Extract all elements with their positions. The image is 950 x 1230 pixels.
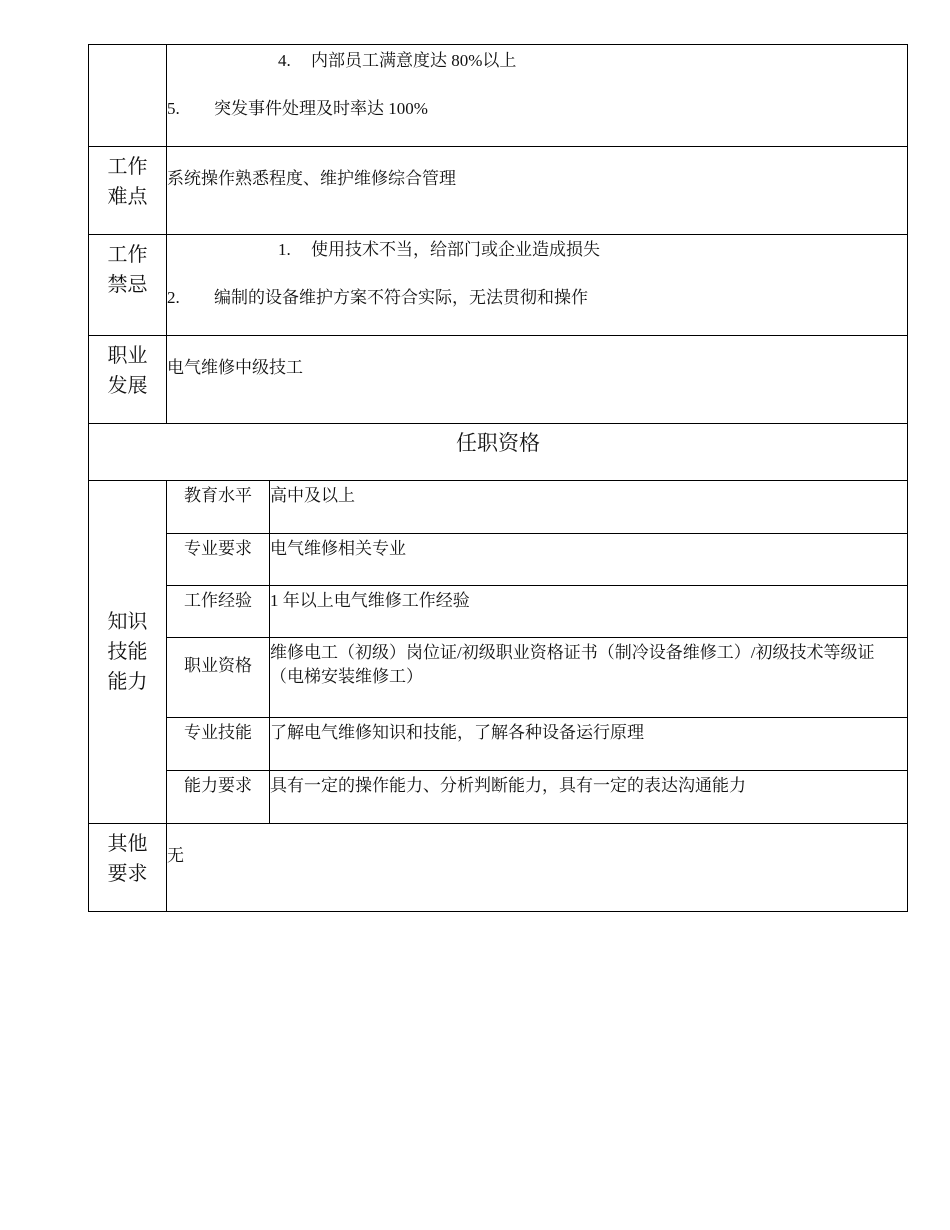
qualifications-header-row xyxy=(89,424,908,481)
career-row xyxy=(89,336,908,424)
major-label: 专业要求 xyxy=(167,534,270,586)
difficulty-label: 工作 难点 xyxy=(89,147,167,235)
other-label: 其他 要求 xyxy=(89,824,167,912)
career-content xyxy=(167,336,908,424)
standards-row xyxy=(89,45,908,147)
certification-label: 职业资格 xyxy=(167,638,270,718)
knowledge-row xyxy=(89,534,908,586)
knowledge-row xyxy=(89,718,908,771)
job-description-table xyxy=(88,44,908,912)
taboos-content xyxy=(167,235,908,336)
other-content xyxy=(167,824,908,912)
standard-item-5: 突发事件处理及时率达 100% xyxy=(214,99,428,118)
career-text: 电气维修中级技工 xyxy=(167,358,303,377)
taboos-row xyxy=(89,235,908,336)
taboo-item-2: 编制的设备维护方案不符合实际，无法贯彻和操作 xyxy=(214,288,588,307)
difficulty-row xyxy=(89,147,908,235)
knowledge-row xyxy=(89,771,908,824)
knowledge-row xyxy=(89,638,908,718)
knowledge-row xyxy=(89,481,908,534)
skills-value: 了解电气维修知识和技能，了解各种设备运行原理 xyxy=(270,718,908,771)
knowledge-row xyxy=(89,586,908,638)
ability-value: 具有一定的操作能力、分析判断能力，具有一定的表达沟通能力 xyxy=(270,771,908,824)
item-number: 4. xyxy=(278,51,291,70)
ability-label: 能力要求 xyxy=(167,771,270,824)
knowledge-label: 知识 技能 能力 xyxy=(89,481,167,824)
education-label: 教育水平 xyxy=(167,481,270,534)
experience-label: 工作经验 xyxy=(167,586,270,638)
education-value: 高中及以上 xyxy=(270,481,908,534)
other-text: 无 xyxy=(167,846,184,865)
experience-value: 1 年以上电气维修工作经验 xyxy=(270,586,908,638)
taboo-item-1: 使用技术不当，给部门或企业造成损失 xyxy=(311,240,600,259)
standards-content xyxy=(167,45,908,147)
difficulty-content xyxy=(167,147,908,235)
item-number: 1. xyxy=(278,240,291,259)
certification-value: 维修电工（初级）岗位证/初级职业资格证书（制冷设备维修工）/初级技术等级证（电梯安装维修工） xyxy=(270,638,908,718)
standard-item-4: 内部员工满意度达 80%以上 xyxy=(311,51,517,70)
skills-label: 专业技能 xyxy=(167,718,270,771)
item-number: 5. xyxy=(167,99,180,118)
major-value: 电气维修相关专业 xyxy=(270,534,908,586)
other-row xyxy=(89,824,908,912)
item-number: 2. xyxy=(167,288,180,307)
career-label: 职业 发展 xyxy=(89,336,167,424)
qualifications-header: 任职资格 xyxy=(89,424,908,481)
difficulty-text: 系统操作熟悉程度、维护维修综合管理 xyxy=(167,169,456,188)
taboos-label: 工作 禁忌 xyxy=(89,235,167,336)
standards-label-cell xyxy=(89,45,167,147)
